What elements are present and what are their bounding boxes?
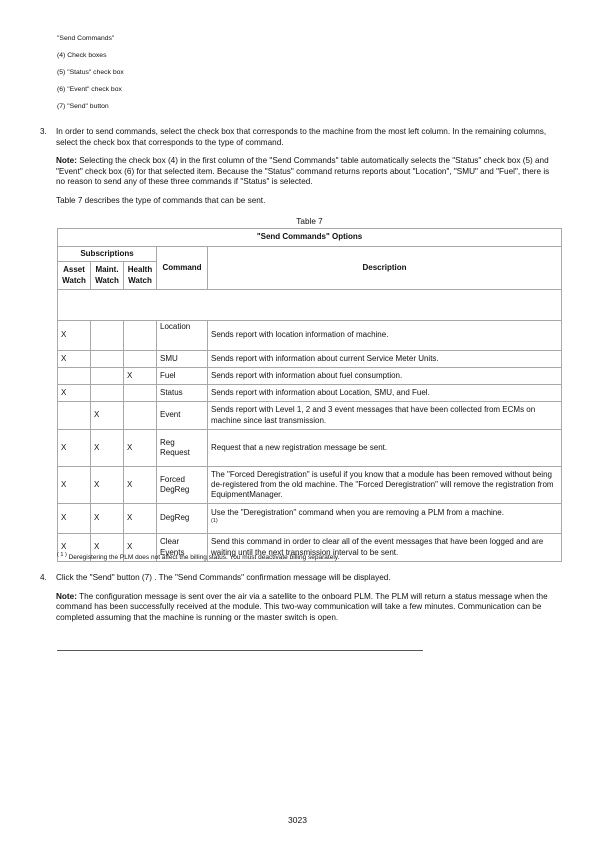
table-title: "Send Commands" Options (58, 229, 562, 247)
legend-item: (6) "Event" check box (57, 86, 122, 93)
description-cell: The "Forced Deregistration" is useful if you know that a module has been removed without being de-registered from the old machine. The "Forced Deregistration" will remove the registration from EquipmentManager. (208, 467, 562, 504)
description-cell: Sends report with information about fuel consumption. (208, 368, 562, 385)
table-row (58, 351, 562, 368)
description-cell: Sends report with information about Location, SMU, and Fuel. (208, 385, 562, 402)
asset-cell: X (58, 321, 91, 351)
step-3 (40, 127, 560, 206)
table-row (58, 467, 562, 504)
table-row (58, 504, 562, 534)
legend-item: "Send Commands" (57, 35, 115, 42)
command-cell: Clear Events (157, 534, 208, 562)
asset-cell: X (58, 504, 91, 534)
step-4 (40, 573, 560, 623)
health-cell (124, 385, 157, 402)
asset-cell: X (58, 430, 91, 467)
maint-cell (91, 368, 124, 385)
command-cell: Event (157, 402, 208, 430)
step-text: In order to send commands, select the check box that corresponds to the machine from the most left column. In the remaining columns, select the check box that corresponds to the type of command. (56, 127, 547, 147)
command-cell: SMU (157, 351, 208, 368)
legend-item: (5) "Status" check box (57, 69, 124, 76)
maint-cell: X (91, 534, 124, 562)
maint-cell: X (91, 402, 124, 430)
table-caption: Table 7 (296, 217, 323, 226)
table-row (58, 402, 562, 430)
health-cell (124, 351, 157, 368)
health-cell: X (124, 368, 157, 385)
command-cell: Location (157, 321, 208, 351)
command-cell: Reg Request (157, 430, 208, 467)
footnote-text: Deregistering the PLM does not affect the billing status. You must deactivate billing separately. (68, 554, 340, 562)
health-cell: X (124, 430, 157, 467)
subscriptions-header: Subscriptions (58, 247, 157, 262)
command-cell: DegReg (157, 504, 208, 534)
table-footnote (57, 552, 339, 562)
footnote-reference: (1) (211, 518, 218, 525)
asset-cell (58, 368, 91, 385)
step-number: 3. (40, 127, 47, 136)
footnote-marker: ( 1 ) (57, 552, 67, 558)
maint-cell: X (91, 430, 124, 467)
page-number: 3023 (288, 815, 307, 825)
legend-item: (4) Check boxes (57, 52, 107, 59)
note-paragraph (56, 592, 560, 624)
asset-cell: X (58, 467, 91, 504)
asset-cell: X (58, 351, 91, 368)
send-commands-options-table (57, 228, 562, 562)
legend-item: (7) "Send" button (57, 103, 109, 110)
description-header: Description (208, 247, 562, 290)
table-row (58, 430, 562, 467)
step-number: 4. (40, 573, 47, 582)
health-cell: X (124, 467, 157, 504)
horizontal-divider (57, 650, 423, 651)
asset-watch-header: Asset Watch (58, 262, 91, 290)
maint-watch-header: Maint. Watch (91, 262, 124, 290)
asset-cell: X (58, 385, 91, 402)
note-text: The configuration message is sent over the air via a satellite to the onboard PLM. The PLM will return a status message when the command has been successfully received at the module. This two-way communication will take a few minutes. Communication can be completed assuming that the machine is running or the master switch is open. (56, 591, 548, 622)
maint-cell (91, 385, 124, 402)
blank-row (58, 290, 562, 321)
table-row (58, 321, 562, 351)
table-row (58, 385, 562, 402)
command-cell: Forced DegReg (157, 467, 208, 504)
description-cell: Sends report with location information of machine. (208, 321, 562, 351)
description-cell: Request that a new registration message be sent. (208, 430, 562, 467)
note-label: Note: (56, 156, 77, 165)
note-text: Selecting the check box (4) in the first column of the "Send Commands" table automatically selects the "Status" check box (5) and "Event" check box (6) for that selected item. Because the "Status" command returns reports about "Location", "SMU" and "Fuel", there is no reason to send any of these three commands if "Status" is selected. (56, 156, 550, 186)
health-watch-header: Health Watch (124, 262, 157, 290)
note-paragraph (56, 156, 560, 188)
health-cell: X (124, 534, 157, 562)
maint-cell: X (91, 504, 124, 534)
step-text: Click the "Send" button (7) . The "Send Commands" confirmation message will be displayed. (56, 573, 391, 582)
health-cell: X (124, 504, 157, 534)
health-cell (124, 321, 157, 351)
asset-cell (58, 402, 91, 430)
table-intro-text: Table 7 describes the type of commands that can be sent. (56, 195, 266, 205)
command-cell: Fuel (157, 368, 208, 385)
asset-cell: X (58, 534, 91, 562)
description-cell (208, 504, 562, 534)
description-cell: Sends report with information about current Service Meter Units. (208, 351, 562, 368)
command-header: Command (157, 247, 208, 290)
maint-cell (91, 321, 124, 351)
command-cell: Status (157, 385, 208, 402)
description-text: Use the "Deregistration" command when you are removing a PLM from a machine. (211, 507, 504, 517)
description-cell: Sends report with Level 1, 2 and 3 event messages that have been collected from ECMs on machine since last transmission. (208, 402, 562, 430)
table-row (58, 368, 562, 385)
health-cell (124, 402, 157, 430)
description-cell: Send this command in order to clear all of the event messages that have been logged and are waiting until the next transmission interval to be sent. (208, 534, 562, 562)
maint-cell (91, 351, 124, 368)
note-label: Note: (56, 591, 77, 601)
maint-cell: X (91, 467, 124, 504)
